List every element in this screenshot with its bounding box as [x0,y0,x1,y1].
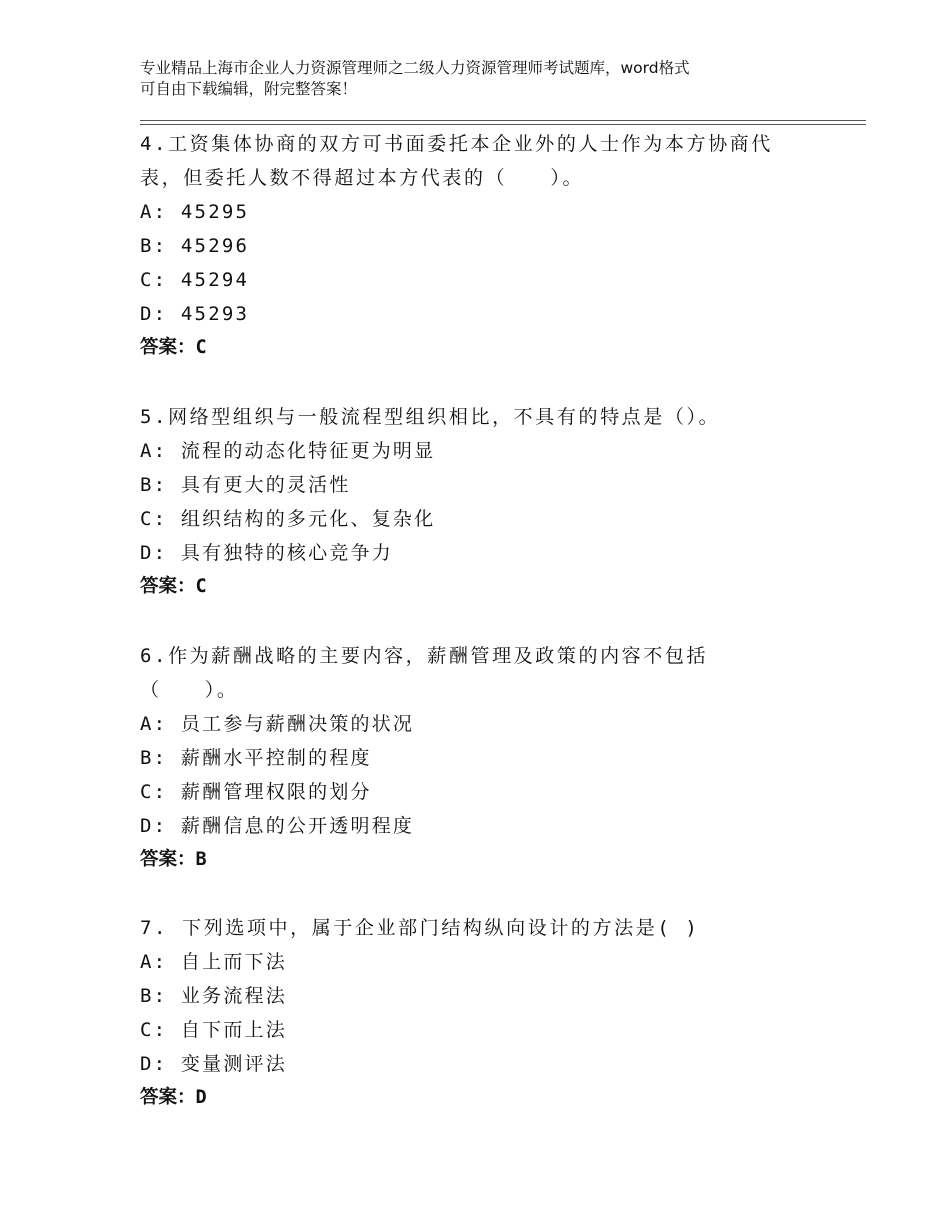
option-d: D: 45293 [140,303,250,325]
option-a: A: 45295 [140,201,250,223]
option-d: D: 变量测评法 [140,1053,287,1075]
option-b: B: 具有更大的灵活性 [140,474,351,496]
option-a: A: 自上而下法 [140,951,287,973]
question-text-cont: （ ）。 [140,679,239,701]
answer-value: D [195,1087,207,1108]
option-a: A: 员工参与薪酬决策的状况 [140,713,415,735]
answer [140,843,790,877]
answer-value: B [195,849,207,870]
header-line-1: 专业精品上海市企业人力资源管理师之二级人力资源管理师考试题库，word格式 [140,59,690,77]
option-d: D: 具有独特的核心竞争力 [140,542,393,564]
option-c: C: 薪酬管理权限的划分 [140,781,372,803]
header-rule-top [140,120,866,121]
answer-value: C [195,337,207,358]
answer [140,331,790,365]
header-rule-bottom [140,124,866,125]
option-b: B: 业务流程法 [140,985,287,1007]
question-text: 6.作为薪酬战略的主要内容，薪酬管理及政策的内容不包括 [140,645,709,667]
answer-label: 答案： [140,337,196,358]
question-text: 4.工资集体协商的双方可书面委托本企业外的人士作为本方协商代 [140,133,773,155]
option-c: C: 组织结构的多元化、复杂化 [140,508,436,530]
option-c: C: 45294 [140,269,250,291]
option-b: B: 薪酬水平控制的程度 [140,747,372,769]
document-header [140,58,840,100]
question-4 [140,127,790,365]
question-text: 7. 下列选项中，属于企业部门结构纵向设计的方法是( ) [140,917,700,939]
answer [140,570,790,604]
answer-label: 答案： [140,849,196,870]
question-5 [140,400,790,604]
option-c: C: 自下而上法 [140,1019,287,1041]
question-text: 5.网络型组织与一般流程型组织相比，不具有的特点是（）。 [140,406,721,428]
answer-label: 答案： [140,576,196,597]
option-b: B: 45296 [140,235,250,257]
answer [140,1081,790,1115]
header-line-2: 可自由下载编辑，附完整答案！ [140,80,358,98]
question-7 [140,911,790,1115]
option-a: A: 流程的动态化特征更为明显 [140,440,436,462]
answer-value: C [195,576,207,597]
question-6 [140,639,790,877]
option-d: D: 薪酬信息的公开透明程度 [140,815,415,837]
question-text-cont: 表，但委托人数不得超过本方代表的（ ）。 [140,167,585,189]
answer-label: 答案： [140,1087,196,1108]
